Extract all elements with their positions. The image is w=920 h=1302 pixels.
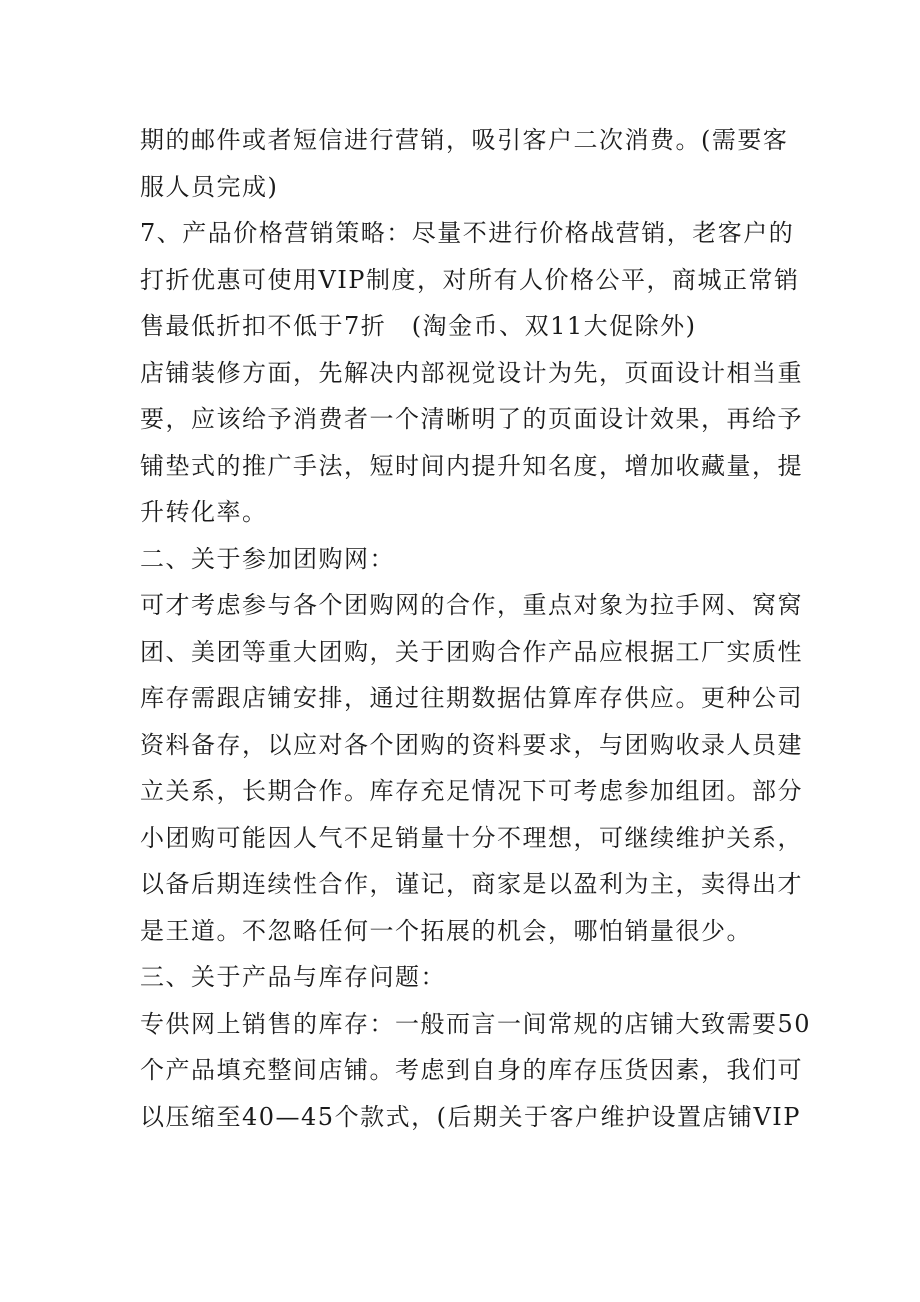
text-line: 库存需跟店铺安排，通过往期数据估算库存供应。更种公司 [140,684,803,712]
text-line: 专供网上销售的库存：一般而言一间常规的店铺大致需要50 [140,1009,812,1038]
text-line: 立关系，长期合作。库存充足情况下可考虑参加组团。部分 [140,777,803,805]
text-line: 7、产品价格营销策略：尽量不进行价格战营销，老客户的 [140,219,795,247]
text-line: 铺垫式的推广手法，短时间内提升知名度，增加收藏量，提 [140,451,803,480]
text-line: 以压缩至40—45个款式，(后期关于客户维护设置店铺VIP [140,1102,801,1131]
text-line: 可才考虑参与各个团购网的合作，重点对象为拉手网、窝窝 [140,591,803,619]
text-line: 团、美团等重大团购，关于团购合作产品应根据工厂实质性 [140,637,803,666]
text-line: 要，应该给予消费者一个清晰明了的页面设计效果，再给予 [140,405,803,433]
section-heading: 三、关于产品与库存问题： [140,963,446,991]
text-line: 小团购可能因人气不足销量十分不理想，可继续维护关系， [140,823,803,852]
text-line: 打折优惠可使用VIP制度，对所有人价格公平，商城正常销 [140,265,800,294]
text-line: 以备后期连续性合作，谨记，商家是以盈利为主，卖得出才 [140,870,803,898]
text-line: 服人员完成) [140,172,279,201]
text-line: 资料备存，以应对各个团购的资料要求，与团购收录人员建 [140,730,803,759]
text-line: 是王道。不忽略任何一个拓展的机会，哪怕销量很少。 [140,916,752,945]
text-line: 店铺装修方面，先解决内部视觉设计为先，页面设计相当重 [140,358,803,387]
text-line: 个产品填充整间店铺。考虑到自身的库存压货因素，我们可 [140,1056,803,1084]
text-line: 售最低折扣不低于7折 (淘金币、双11大促除外) [140,312,697,340]
text-line: 升转化率。 [140,498,268,526]
document-body [140,117,812,1140]
section-heading: 二、关于参加团购网： [140,544,395,573]
text-line: 期的邮件或者短信进行营销，吸引客户二次消费。(需要客 [140,126,789,154]
